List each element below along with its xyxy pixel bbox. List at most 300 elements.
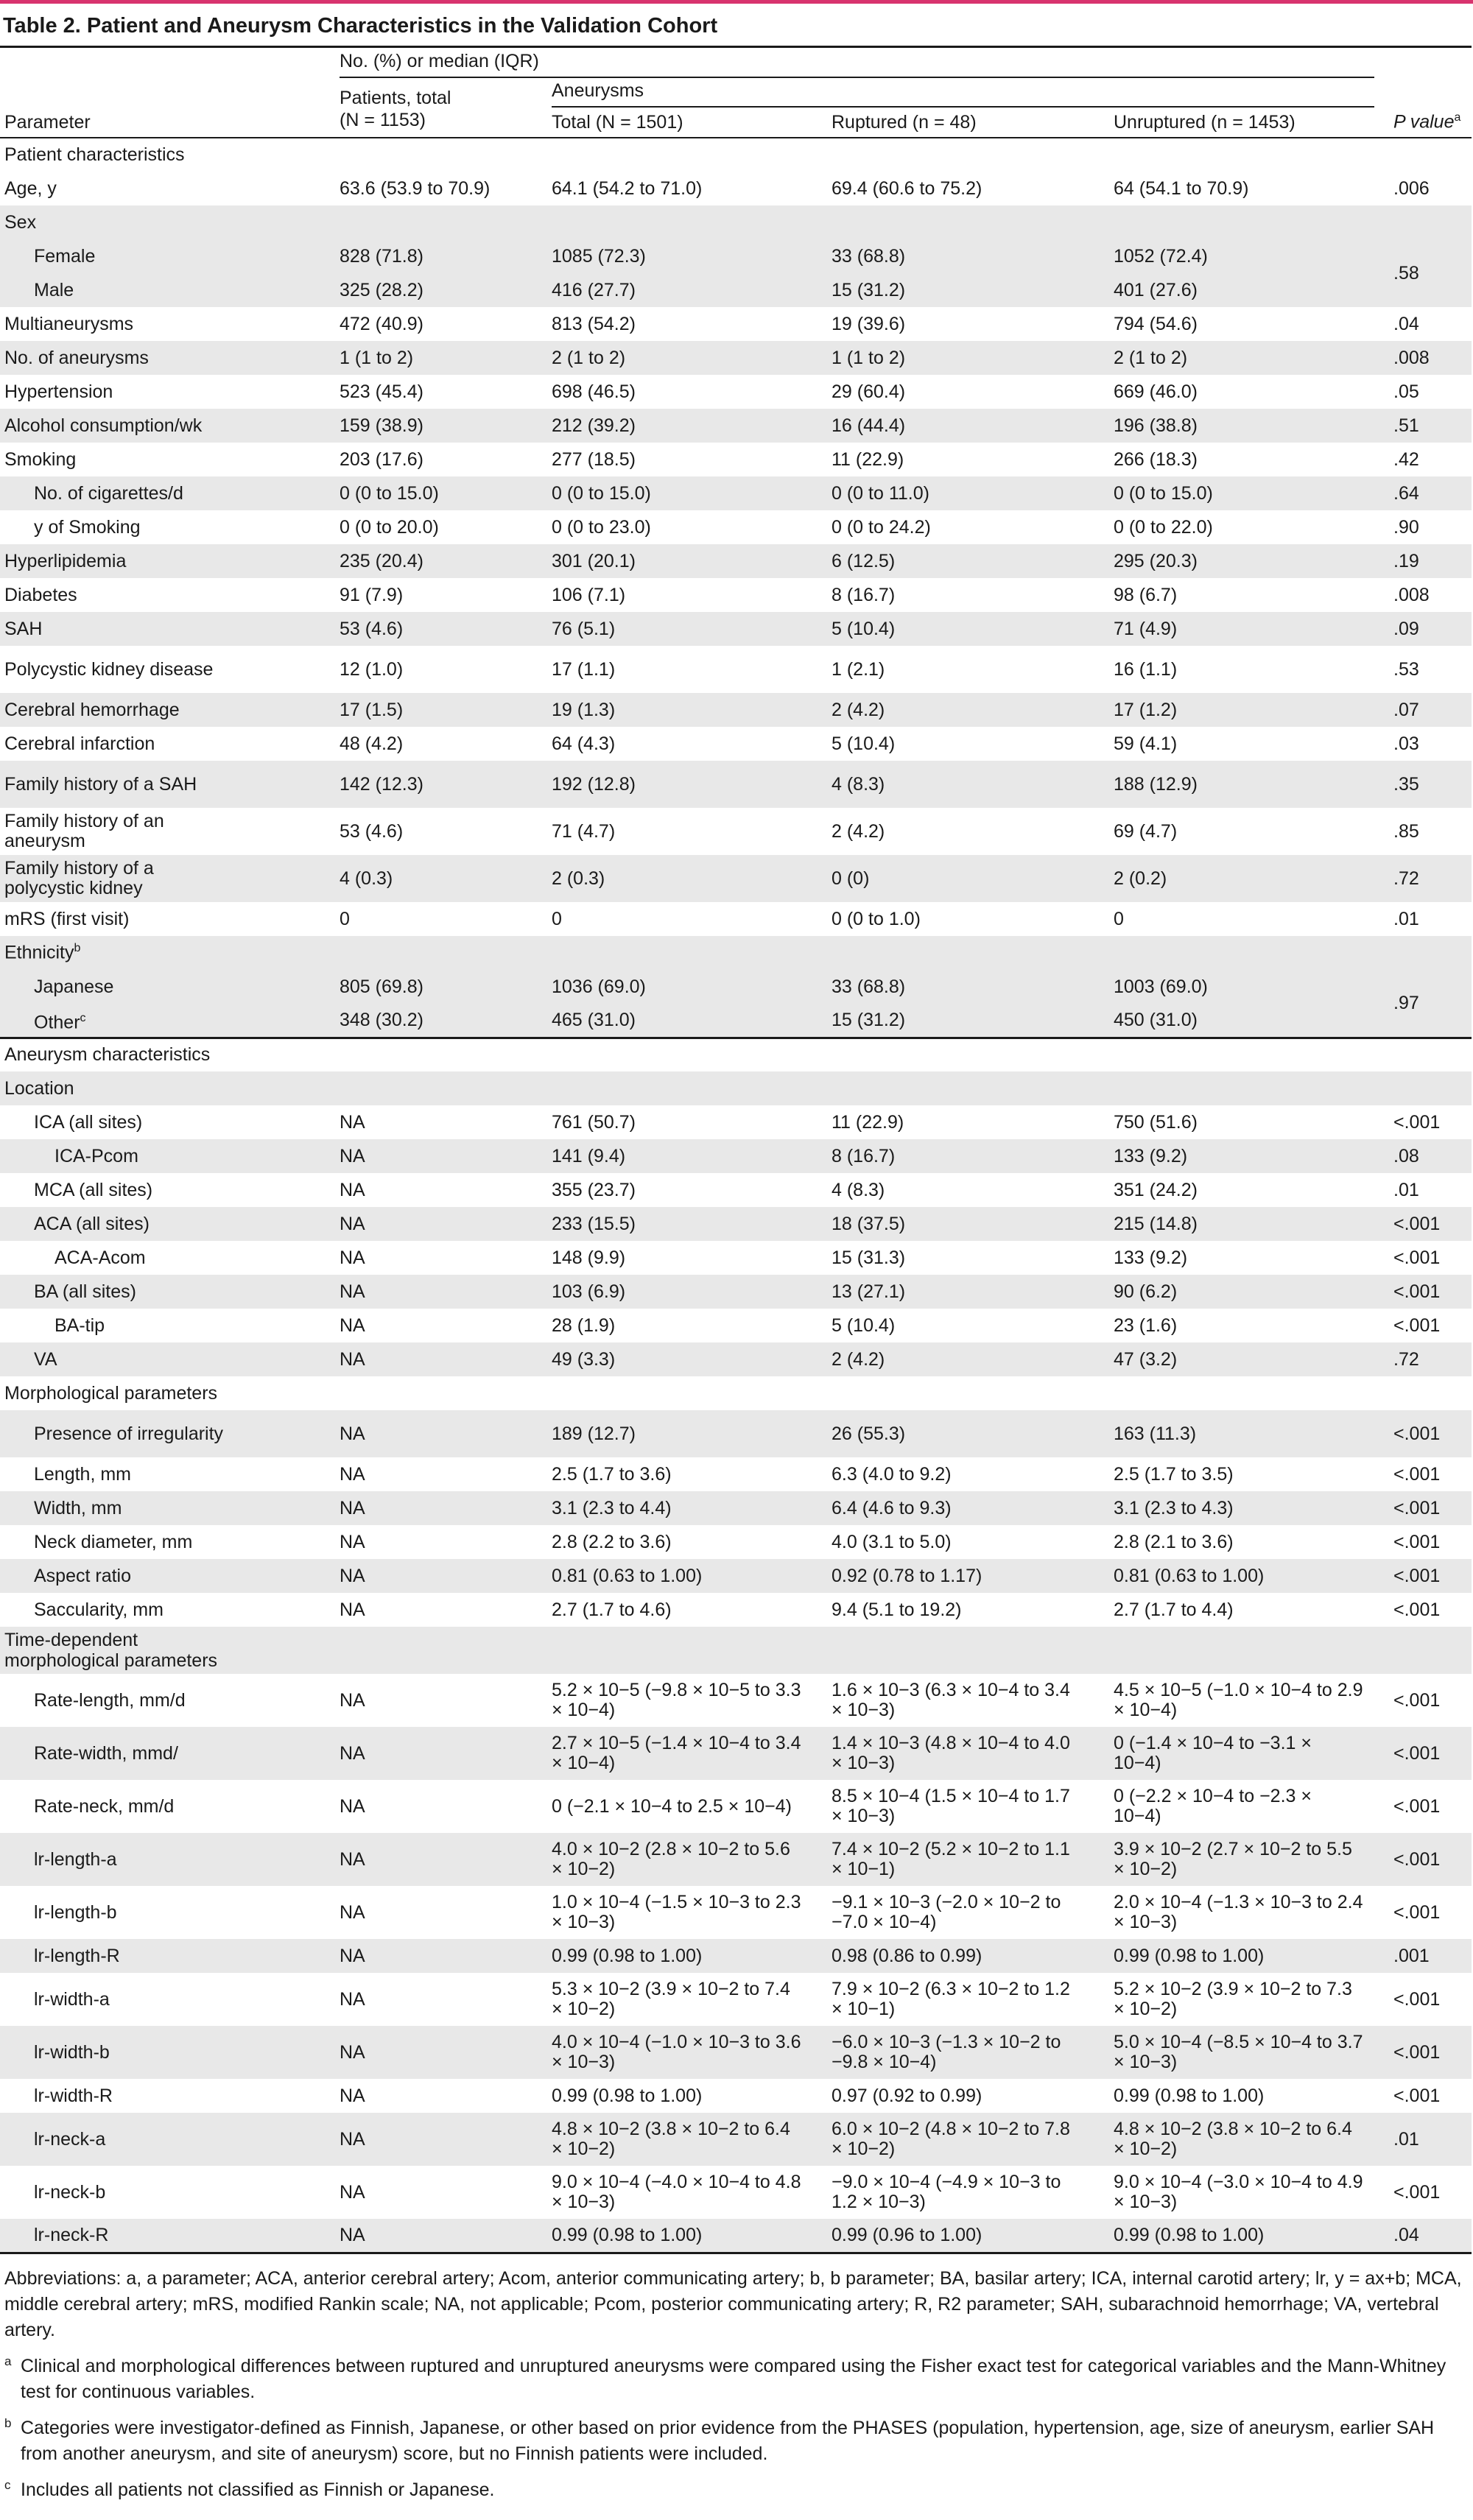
cell-value: 8.5 × 10−4 (1.5 × 10−4 to 1.7 × 10−3) bbox=[832, 1786, 1070, 1826]
cell-value: 2.0 × 10−4 (−1.3 × 10−3 to 2.4 × 10−3) bbox=[1114, 1892, 1363, 1932]
cell-value: NA bbox=[340, 1988, 365, 2010]
cell-ruptured bbox=[818, 578, 1100, 612]
row-label: Length, mm bbox=[34, 1463, 132, 1485]
cell-unruptured bbox=[1100, 443, 1380, 476]
cell-value: 13 (27.1) bbox=[832, 1281, 906, 1302]
cell-ruptured bbox=[818, 1173, 1100, 1207]
header-row-group bbox=[0, 47, 1472, 81]
cell-value: <.001 bbox=[1393, 2085, 1441, 2106]
row-label: No. of cigarettes/d bbox=[34, 482, 183, 504]
cell-value: 450 (31.0) bbox=[1114, 1009, 1198, 1030]
cell-value: 465 (31.0) bbox=[552, 1009, 636, 1030]
cell-p-value bbox=[1380, 855, 1472, 902]
cell-value: NA bbox=[340, 2041, 365, 2063]
cell-value: 4.0 × 10−2 (2.8 × 10−2 to 5.6 × 10−2) bbox=[552, 1839, 790, 1879]
cell-unruptured bbox=[1100, 1674, 1380, 1727]
cell-ruptured bbox=[818, 1559, 1100, 1593]
cell-parameter bbox=[0, 510, 326, 544]
cell-value: 49 (3.3) bbox=[552, 1348, 616, 1370]
table-row bbox=[0, 1491, 1472, 1525]
cell-parameter bbox=[0, 1105, 326, 1139]
cell-total bbox=[538, 307, 818, 341]
cell-value: 189 (12.7) bbox=[552, 1423, 636, 1444]
cell-value: 133 (9.2) bbox=[1114, 1247, 1188, 1268]
header-blank bbox=[0, 47, 326, 81]
cell-parameter bbox=[0, 409, 326, 443]
cell-value: 4.5 × 10−5 (−1.0 × 10−4 to 2.9 × 10−4) bbox=[1114, 1680, 1363, 1720]
cell-unruptured bbox=[1100, 727, 1380, 761]
row-label: lr-width-b bbox=[34, 2041, 110, 2063]
cell-value: 0 (0 to 15.0) bbox=[1114, 482, 1213, 504]
cell-value: 5 (10.4) bbox=[832, 1314, 896, 1336]
cell-value: 9.0 × 10−4 (−3.0 × 10−4 to 4.9 × 10−3) bbox=[1114, 2172, 1363, 2212]
cell-total bbox=[538, 1309, 818, 1342]
cell-total bbox=[538, 510, 818, 544]
table-row bbox=[0, 172, 1472, 205]
cell-patients bbox=[326, 855, 538, 902]
cell-value: 2 (1 to 2) bbox=[1114, 347, 1188, 368]
cell-value: 1085 (72.3) bbox=[552, 245, 646, 267]
cell-patients bbox=[326, 1491, 538, 1525]
cell-ruptured bbox=[818, 1207, 1100, 1241]
cell-p-value bbox=[1380, 1207, 1472, 1241]
cell-value: 0 (0 to 15.0) bbox=[552, 482, 651, 504]
cell-value: 16 (44.4) bbox=[832, 415, 906, 436]
table-row bbox=[0, 808, 1472, 855]
row-label: Saccularity, mm bbox=[34, 1599, 164, 1620]
cell-value: 3.1 (2.3 to 4.4) bbox=[552, 1497, 672, 1518]
cell-parameter bbox=[0, 2079, 326, 2113]
cell-value: NA bbox=[340, 1599, 365, 1620]
cell-value: 0 (0 to 11.0) bbox=[832, 482, 929, 504]
cell-value: NA bbox=[340, 1689, 365, 1711]
cell-ruptured bbox=[818, 1139, 1100, 1173]
cell-total bbox=[538, 443, 818, 476]
cell-value: 64 (54.1 to 70.9) bbox=[1114, 177, 1249, 199]
cell-ruptured bbox=[818, 239, 1100, 273]
cell-value: 11 (22.9) bbox=[832, 1111, 904, 1133]
cell-value: .72 bbox=[1393, 867, 1419, 889]
cell-ruptured bbox=[818, 1105, 1100, 1139]
cell-patients bbox=[326, 1105, 538, 1139]
row-label: BA (all sites) bbox=[34, 1281, 136, 1302]
table-row bbox=[0, 510, 1472, 544]
cell-value: .01 bbox=[1393, 1179, 1419, 1200]
cell-value: 103 (6.9) bbox=[552, 1281, 626, 1302]
cell-p-value bbox=[1380, 1457, 1472, 1491]
cell-total bbox=[538, 578, 818, 612]
cell-ruptured bbox=[818, 341, 1100, 375]
cell-value: 28 (1.9) bbox=[552, 1314, 616, 1336]
table-row bbox=[0, 273, 1472, 307]
cell-value: NA bbox=[340, 2224, 365, 2245]
cell-parameter bbox=[0, 646, 326, 693]
group-label-row bbox=[0, 1071, 1472, 1105]
cell-unruptured bbox=[1100, 1491, 1380, 1525]
cell-value: −9.0 × 10−4 (−4.9 × 10−3 to 1.2 × 10−3) bbox=[832, 2172, 1061, 2212]
cell-p-value bbox=[1380, 1674, 1472, 1727]
cell-p-value bbox=[1380, 341, 1472, 375]
cell-value: 0.99 (0.96 to 1.00) bbox=[832, 2224, 982, 2245]
cell-patients bbox=[326, 273, 538, 307]
table-row bbox=[0, 2219, 1472, 2253]
cell-unruptured bbox=[1100, 375, 1380, 409]
cell-p-value bbox=[1380, 172, 1472, 205]
cell-parameter bbox=[0, 1593, 326, 1627]
cell-total bbox=[538, 646, 818, 693]
cell-value: 0 (0 to 1.0) bbox=[832, 908, 921, 929]
cell-value: 0.97 (0.92 to 0.99) bbox=[832, 2085, 982, 2106]
table-row bbox=[0, 1173, 1472, 1207]
cell-value: 9.4 (5.1 to 19.2) bbox=[832, 1599, 962, 1620]
cell-parameter bbox=[0, 1525, 326, 1559]
cell-value: 29 (60.4) bbox=[832, 381, 906, 402]
cell-ruptured bbox=[818, 761, 1100, 808]
cell-total bbox=[538, 375, 818, 409]
cell-value: 698 (46.5) bbox=[552, 381, 636, 402]
table-row bbox=[0, 1139, 1472, 1173]
cell-value: 4 (8.3) bbox=[832, 773, 885, 795]
cell-p-value bbox=[1380, 808, 1472, 855]
cell-value: NA bbox=[340, 1565, 365, 1586]
cell-ruptured bbox=[818, 1309, 1100, 1342]
cell-value: 2 (4.2) bbox=[832, 1348, 885, 1370]
row-label: lr-neck-b bbox=[34, 2181, 106, 2203]
cell-value: 16 (1.1) bbox=[1114, 658, 1178, 680]
cell-ruptured bbox=[818, 2219, 1100, 2253]
cell-ruptured bbox=[818, 510, 1100, 544]
row-label: Polycystic kidney disease bbox=[4, 658, 214, 680]
row-label: Presence of irregularity bbox=[34, 1423, 224, 1444]
cell-ruptured bbox=[818, 1491, 1100, 1525]
table-row bbox=[0, 307, 1472, 341]
cell-parameter bbox=[0, 1491, 326, 1525]
cell-value: 142 (12.3) bbox=[340, 773, 423, 795]
header-top-group: No. (%) or median (IQR) bbox=[340, 51, 1374, 78]
cell-unruptured bbox=[1100, 1973, 1380, 2026]
cell-p-value bbox=[1380, 2079, 1472, 2113]
cell-value: <.001 bbox=[1393, 1213, 1441, 1234]
cell-patients bbox=[326, 409, 538, 443]
row-label: lr-width-a bbox=[34, 1988, 110, 2010]
cell-value: 1 (2.1) bbox=[832, 658, 885, 680]
cell-value: 348 (30.2) bbox=[340, 1009, 423, 1030]
cell-p-value bbox=[1380, 646, 1472, 693]
cell-patients bbox=[326, 1241, 538, 1275]
cell-value: 0.81 (0.63 to 1.00) bbox=[552, 1565, 703, 1586]
cell-value: 2.8 (2.2 to 3.6) bbox=[552, 1531, 672, 1552]
cell-value: 6.3 (4.0 to 9.2) bbox=[832, 1463, 952, 1485]
cell-total bbox=[538, 1674, 818, 1727]
table-row bbox=[0, 2166, 1472, 2219]
cell-ruptured bbox=[818, 409, 1100, 443]
cell-value: 5 (10.4) bbox=[832, 618, 896, 639]
row-label: mRS (first visit) bbox=[4, 908, 130, 929]
cell-value: 1.0 × 10−4 (−1.5 × 10−3 to 2.3 × 10−3) bbox=[552, 1892, 801, 1932]
cell-total bbox=[538, 1780, 818, 1833]
cell-value: .008 bbox=[1393, 584, 1430, 605]
cell-parameter bbox=[0, 970, 326, 1004]
cell-value: 8 (16.7) bbox=[832, 1145, 896, 1166]
cell-unruptured bbox=[1100, 2026, 1380, 2079]
table-row bbox=[0, 341, 1472, 375]
cell-value: 7.4 × 10−2 (5.2 × 10−2 to 1.1 × 10−1) bbox=[832, 1839, 1070, 1879]
cell-parameter bbox=[0, 808, 326, 855]
table-row bbox=[0, 855, 1472, 902]
cell-total bbox=[538, 1559, 818, 1593]
cell-value: 2.8 (2.1 to 3.6) bbox=[1114, 1531, 1234, 1552]
heading-text: Location bbox=[4, 1077, 74, 1099]
row-label-sup: c bbox=[80, 1011, 86, 1024]
table-row bbox=[0, 970, 1472, 1004]
cell-value: 33 (68.8) bbox=[832, 245, 906, 267]
cell-patients bbox=[326, 544, 538, 578]
cell-patients bbox=[326, 510, 538, 544]
cell-patients bbox=[326, 2026, 538, 2079]
cell-patients bbox=[326, 1973, 538, 2026]
cell-ruptured bbox=[818, 646, 1100, 693]
cell-p-value bbox=[1380, 1410, 1472, 1457]
table-row bbox=[0, 476, 1472, 510]
cell-value: 0 (0 to 24.2) bbox=[832, 516, 931, 538]
cell-value: 76 (5.1) bbox=[552, 618, 616, 639]
cell-ruptured bbox=[818, 443, 1100, 476]
cell-parameter bbox=[0, 307, 326, 341]
row-label: Male bbox=[34, 279, 74, 300]
cell-ruptured bbox=[818, 902, 1100, 936]
cell-parameter bbox=[0, 1973, 326, 2026]
row-label: ICA (all sites) bbox=[34, 1111, 143, 1133]
cell-unruptured bbox=[1100, 1780, 1380, 1833]
cell-value: .42 bbox=[1393, 448, 1419, 470]
cell-p-value bbox=[1380, 902, 1472, 936]
cell-patients bbox=[326, 2113, 538, 2166]
cell-total bbox=[538, 1004, 818, 1038]
cell-ruptured bbox=[818, 1457, 1100, 1491]
cell-value: 17 (1.5) bbox=[340, 699, 404, 720]
cell-p-value bbox=[1380, 693, 1472, 727]
table-row bbox=[0, 1833, 1472, 1886]
table-row bbox=[0, 1275, 1472, 1309]
cell-value: .72 bbox=[1393, 1348, 1419, 1370]
group-heading bbox=[0, 1627, 1472, 1674]
cell-total bbox=[538, 1727, 818, 1780]
cell-p-value bbox=[1380, 476, 1472, 510]
section-heading bbox=[0, 1038, 1472, 1071]
cell-unruptured bbox=[1100, 612, 1380, 646]
cell-parameter bbox=[0, 1275, 326, 1309]
row-label: Aspect ratio bbox=[34, 1565, 132, 1586]
cell-value: NA bbox=[340, 1463, 365, 1485]
table-row bbox=[0, 646, 1472, 693]
cell-total bbox=[538, 1275, 818, 1309]
row-label: MCA (all sites) bbox=[34, 1179, 153, 1200]
table-row bbox=[0, 1886, 1472, 1939]
row-label: Cerebral hemorrhage bbox=[4, 699, 180, 720]
cell-value: 805 (69.8) bbox=[340, 976, 423, 997]
cell-value: NA bbox=[340, 1145, 365, 1166]
cell-value: NA bbox=[340, 1848, 365, 1870]
cell-patients bbox=[326, 1457, 538, 1491]
table-title: Table 2. Patient and Aneurysm Characteristics in the Validation Cohort bbox=[3, 14, 718, 38]
table-row bbox=[0, 544, 1472, 578]
table-row bbox=[0, 375, 1472, 409]
cell-value: 1.6 × 10−3 (6.3 × 10−4 to 3.4 × 10−3) bbox=[832, 1680, 1070, 1720]
row-label: Other bbox=[34, 1011, 80, 1032]
cell-parameter bbox=[0, 578, 326, 612]
cell-value: .35 bbox=[1393, 773, 1419, 795]
cell-total bbox=[538, 1342, 818, 1376]
cell-value: 0.99 (0.98 to 1.00) bbox=[1114, 1945, 1265, 1966]
cell-unruptured bbox=[1100, 510, 1380, 544]
cell-parameter bbox=[0, 1833, 326, 1886]
cell-value: .01 bbox=[1393, 2128, 1419, 2150]
cell-value: .04 bbox=[1393, 2224, 1419, 2245]
cell-value: .58 bbox=[1393, 262, 1419, 284]
row-label: Family history of a polycystic kidney bbox=[4, 858, 154, 898]
cell-total bbox=[538, 970, 818, 1004]
cell-unruptured bbox=[1100, 1939, 1380, 1973]
cell-total bbox=[538, 2219, 818, 2253]
cell-parameter bbox=[0, 1559, 326, 1593]
cell-value: 12 (1.0) bbox=[340, 658, 404, 680]
cell-unruptured bbox=[1100, 808, 1380, 855]
row-label: Rate-length, mm/d bbox=[34, 1689, 186, 1711]
row-label: Neck diameter, mm bbox=[34, 1531, 193, 1552]
group-heading bbox=[0, 936, 1472, 970]
cell-parameter bbox=[0, 761, 326, 808]
cell-parameter bbox=[0, 612, 326, 646]
cell-value: .04 bbox=[1393, 313, 1419, 334]
cell-value: 71 (4.9) bbox=[1114, 618, 1178, 639]
table-row bbox=[0, 1105, 1472, 1139]
table-row bbox=[0, 409, 1472, 443]
table-row bbox=[0, 693, 1472, 727]
cell-ruptured bbox=[818, 1275, 1100, 1309]
row-label: lr-length-a bbox=[34, 1848, 117, 1870]
cell-p-value bbox=[1380, 1833, 1472, 1886]
cell-value: 48 (4.2) bbox=[340, 733, 404, 754]
cell-value: 0 (0 to 20.0) bbox=[340, 516, 439, 538]
cell-total bbox=[538, 409, 818, 443]
cell-patients bbox=[326, 727, 538, 761]
cell-unruptured bbox=[1100, 1309, 1380, 1342]
row-label: Rate-neck, mm/d bbox=[34, 1795, 175, 1817]
cell-value: 9.0 × 10−4 (−4.0 × 10−4 to 4.8 × 10−3) bbox=[552, 2172, 801, 2212]
footnote-a-text: Clinical and morphological differences between ruptured and unruptured aneurysms were compared using the Fisher exact test for categorical variables and the Mann-Whitney test for continuous variables. bbox=[21, 2355, 1446, 2402]
group-label-row bbox=[0, 1627, 1472, 1674]
cell-total bbox=[538, 1139, 818, 1173]
cell-ruptured bbox=[818, 1593, 1100, 1627]
cell-value: 2.7 × 10−5 (−1.4 × 10−4 to 3.4 × 10−4) bbox=[552, 1733, 801, 1773]
cell-total bbox=[538, 808, 818, 855]
cell-value: .03 bbox=[1393, 733, 1419, 754]
cell-unruptured bbox=[1100, 1410, 1380, 1457]
cell-patients bbox=[326, 808, 538, 855]
table-row bbox=[0, 1973, 1472, 2026]
cell-patients bbox=[326, 2079, 538, 2113]
heading-sup: b bbox=[74, 942, 81, 955]
cell-value: 2 (0.2) bbox=[1114, 867, 1167, 889]
footnote-b bbox=[4, 2415, 1469, 2467]
cell-unruptured bbox=[1100, 1173, 1380, 1207]
table-row bbox=[0, 2079, 1472, 2113]
cell-total bbox=[538, 1457, 818, 1491]
cell-patients bbox=[326, 1559, 538, 1593]
cell-value: 159 (38.9) bbox=[340, 415, 423, 436]
cell-parameter bbox=[0, 2113, 326, 2166]
cell-value: 6.0 × 10−2 (4.8 × 10−2 to 7.8 × 10−2) bbox=[832, 2119, 1070, 2159]
table-row bbox=[0, 902, 1472, 936]
cell-p-value bbox=[1380, 1973, 1472, 2026]
cell-ruptured bbox=[818, 612, 1100, 646]
footnote-c-text: Includes all patients not classified as Finnish or Japanese. bbox=[21, 2479, 495, 2500]
cell-value: 794 (54.6) bbox=[1114, 313, 1198, 334]
cell-value: 351 (24.2) bbox=[1114, 1179, 1198, 1200]
cell-unruptured bbox=[1100, 1342, 1380, 1376]
cell-total bbox=[538, 1491, 818, 1525]
cell-p-value bbox=[1380, 761, 1472, 808]
cell-total bbox=[538, 727, 818, 761]
cell-p-value bbox=[1380, 612, 1472, 646]
cell-total bbox=[538, 273, 818, 307]
table-row bbox=[0, 761, 1472, 808]
row-label: Hypertension bbox=[4, 381, 113, 402]
cell-p-value bbox=[1380, 1309, 1472, 1342]
cell-value: 141 (9.4) bbox=[552, 1145, 626, 1166]
cell-value: 5.0 × 10−4 (−8.5 × 10−4 to 3.7 × 10−3) bbox=[1114, 2032, 1363, 2072]
cell-p-value bbox=[1380, 2113, 1472, 2166]
cell-parameter bbox=[0, 2166, 326, 2219]
cell-patients bbox=[326, 1139, 538, 1173]
cell-unruptured bbox=[1100, 273, 1380, 307]
cell-parameter bbox=[0, 693, 326, 727]
cell-value: 106 (7.1) bbox=[552, 584, 626, 605]
cell-value: 2 (1 to 2) bbox=[552, 347, 626, 368]
cell-value: NA bbox=[340, 1945, 365, 1966]
cell-value: 5 (10.4) bbox=[832, 733, 896, 754]
table-row bbox=[0, 1525, 1472, 1559]
cell-p-value bbox=[1380, 1727, 1472, 1780]
cell-value: 761 (50.7) bbox=[552, 1111, 636, 1133]
cell-patients bbox=[326, 1410, 538, 1457]
cell-value: <.001 bbox=[1393, 2181, 1441, 2203]
cell-p-value bbox=[1380, 307, 1472, 341]
cell-patients bbox=[326, 902, 538, 936]
header-aneurysms-group bbox=[538, 80, 1380, 108]
cell-p-value bbox=[1380, 2219, 1472, 2253]
cell-total bbox=[538, 1886, 818, 1939]
cell-value: 59 (4.1) bbox=[1114, 733, 1178, 754]
row-label: BA-tip bbox=[55, 1314, 105, 1336]
table-row bbox=[0, 1342, 1472, 1376]
row-label: Width, mm bbox=[34, 1497, 122, 1518]
cell-value: 3.9 × 10−2 (2.7 × 10−2 to 5.5 × 10−2) bbox=[1114, 1839, 1352, 1879]
cell-total bbox=[538, 544, 818, 578]
cell-unruptured bbox=[1100, 1525, 1380, 1559]
cell-parameter bbox=[0, 1886, 326, 1939]
cell-p-value bbox=[1380, 727, 1472, 761]
cell-value: 26 (55.3) bbox=[832, 1423, 906, 1444]
cell-value: 0.98 (0.86 to 0.99) bbox=[832, 1945, 982, 1966]
table-notes bbox=[0, 2254, 1473, 2503]
cell-value: <.001 bbox=[1393, 1795, 1441, 1817]
cell-value: 69 (4.7) bbox=[1114, 820, 1178, 842]
cell-value: 64.1 (54.2 to 71.0) bbox=[552, 177, 703, 199]
cell-unruptured bbox=[1100, 1275, 1380, 1309]
cell-value: NA bbox=[340, 1281, 365, 1302]
footnote-a bbox=[4, 2354, 1469, 2405]
